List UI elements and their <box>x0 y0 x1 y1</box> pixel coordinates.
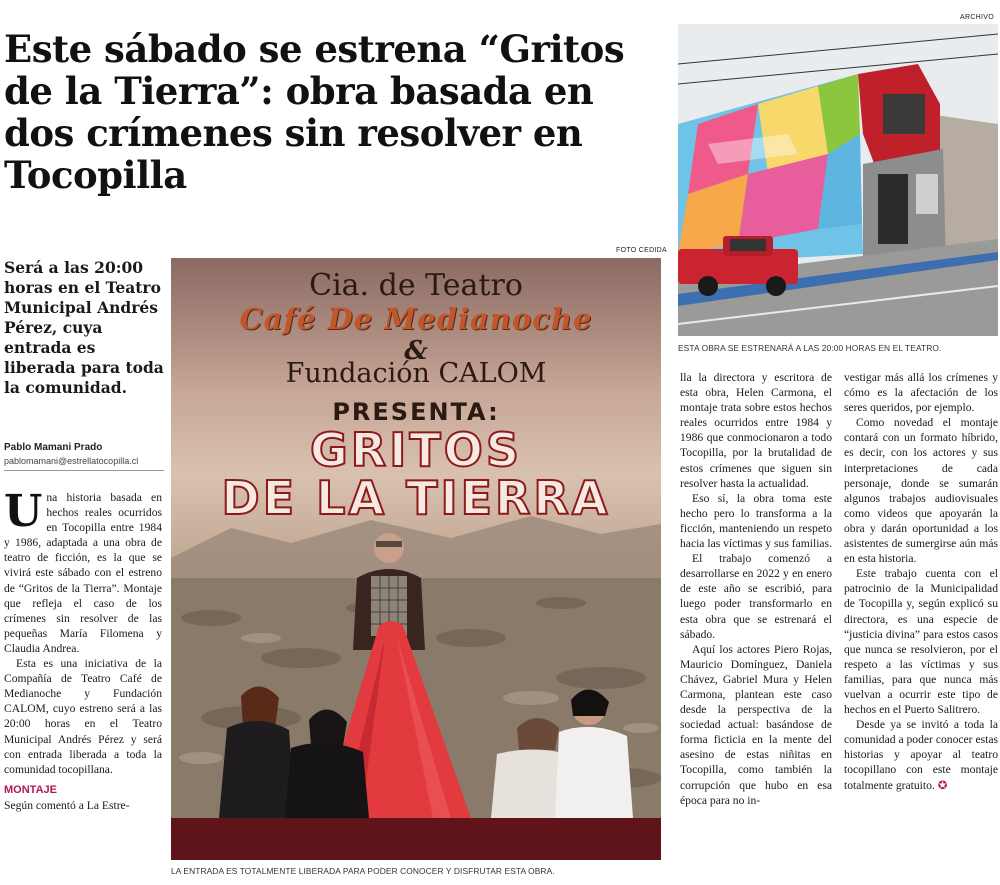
theater-building-illustration <box>678 24 998 336</box>
poster-line-cafe: Café De Medianoche <box>239 302 593 336</box>
column-1 <box>4 486 162 813</box>
col3-paragraph-2: Eso sí, la obra toma este hecho pero lo transforma a la ficción, manteniendo un respeto hacia las víctimas y sus familias. <box>680 491 832 551</box>
byline-divider <box>4 470 164 471</box>
col4-paragraph-4: Desde ya se invitó a toda la comunidad a poder conocer estas historias y apoyar al teatro tocopillano con este montaje totalmente gratuito. <box>844 718 998 792</box>
col1-paragraph-1: na historia basada en hechos reales ocurridos en Tocopilla entre 1984 y 1986, adaptada a una obra de teatro de ficción, es la que se vivirá este sábado con el estreno de “Gritos de la Tierra”. Montaje que refleja el caso de los crímenes sin resolver de las pequeñas María Filomena y Claudia Andrea. <box>4 491 162 655</box>
photo-caption: ESTA OBRA SE ESTRENARÁ A LAS 20:00 HORAS EN EL TEATRO. <box>678 343 942 353</box>
theater-building-photo <box>678 24 998 336</box>
poster-line-company: Cia. de Teatro <box>309 268 523 303</box>
col1-paragraph-3: Según comentó a La Estre- <box>4 798 130 812</box>
end-mark-icon: ✪ <box>934 778 948 792</box>
col4-paragraph-2: Como novedad el montaje contará con un formato híbrido, es decir, con los actores y sus interpretaciones de cada personaje, donde se sumarán algunos trabajos audiovisuales como videos que apoyarán la obra y darán oportunidad a los asistentes de sumergirse aún más en esta historia. <box>844 416 998 566</box>
subhead-montaje: MONTAJE <box>4 783 57 796</box>
photo-credit-archivo: ARCHIVO <box>960 14 994 21</box>
column-3 <box>680 370 832 808</box>
drop-cap: U <box>4 486 43 537</box>
poster-line-fundacion: Fundación CALOM <box>285 358 547 389</box>
col3-paragraph-3: El trabajo comenzó a desarrollarse en 2022 y en enero de este año se escribió, para luego poder transformarlo en esta obra que se estrenará el sábado. <box>680 552 832 641</box>
byline-email[interactable]: pablomamani@estrellatocopilla.cl <box>4 456 139 466</box>
poster-line-presenta: PRESENTA: <box>332 398 500 426</box>
poster-title-line-2: DE LA TIERRA <box>221 471 611 525</box>
column-4 <box>844 370 998 793</box>
byline-author: Pablo Mamani Prado <box>4 442 103 453</box>
poster-title-line-1: GRITOS <box>310 423 522 477</box>
poster-title <box>171 423 661 525</box>
deck: Será a las 20:00 horas en el Teatro Municipal Andrés Pérez, cuya entrada es liberada para toda la comunidad. <box>4 258 164 397</box>
col3-paragraph-1: lla la directora y escritora de esta obra, Helen Carmona, el montaje trata sobre estos hechos reales ocurridos entre 1984 y 1986 que conmocionaron a todo Tocopilla, por la brutalidad de estos crímenes que siguen sin resolver hasta la actualidad. <box>680 371 832 490</box>
poster-caption: LA ENTRADA ES TOTALMENTE LIBERADA PARA PODER CONOCER Y DISFRUTAR ESTA OBRA. <box>171 866 555 876</box>
play-poster-image <box>171 258 661 860</box>
col3-paragraph-4: Aquí los actores Piero Rojas, Mauricio Domínguez, Daniela Chávez, Gabriel Mura y Helen Carmona, plantean este caso desde la perspectiva de la sociedad actual: basándose de forma ficticia en la mente del asesino de estas niñitas en Tocopilla, como también la corrupción que hubo en esa época para no in- <box>680 642 832 807</box>
poster-credit: FOTO CEDIDA <box>616 247 668 254</box>
col4-paragraph-1: vestigar más allá los crímenes y cómo es la afectación de los seres queridos, por ejemplo. <box>844 371 998 415</box>
headline: Este sábado se estrena “Gritos de la Tierra”: obra basada en dos crímenes sin resolver en Tocopilla <box>4 27 625 197</box>
col1-paragraph-2: Esta es una iniciativa de la Compañía de Teatro Café de Medianoche y Fundación CALOM, cuyo estreno será a las 20:00 horas en el Teatro Municipal Andrés Pérez y será con entrada liberada a toda la comunidad tocopillana. <box>4 657 162 776</box>
col4-paragraph-3: Este trabajo cuenta con el patrocinio de la Municipalidad de Tocopilla y, según explicó su directora, es una especie de “justicia divina” para estos casos que nunca se resolvieron, por el respeto a las víctimas y sus familias, para que nunca más vuelvan a ocurrir este tipo de hechos en el Puerto Salitrero. <box>844 567 998 717</box>
poster-line-ampersand: & <box>404 336 428 366</box>
